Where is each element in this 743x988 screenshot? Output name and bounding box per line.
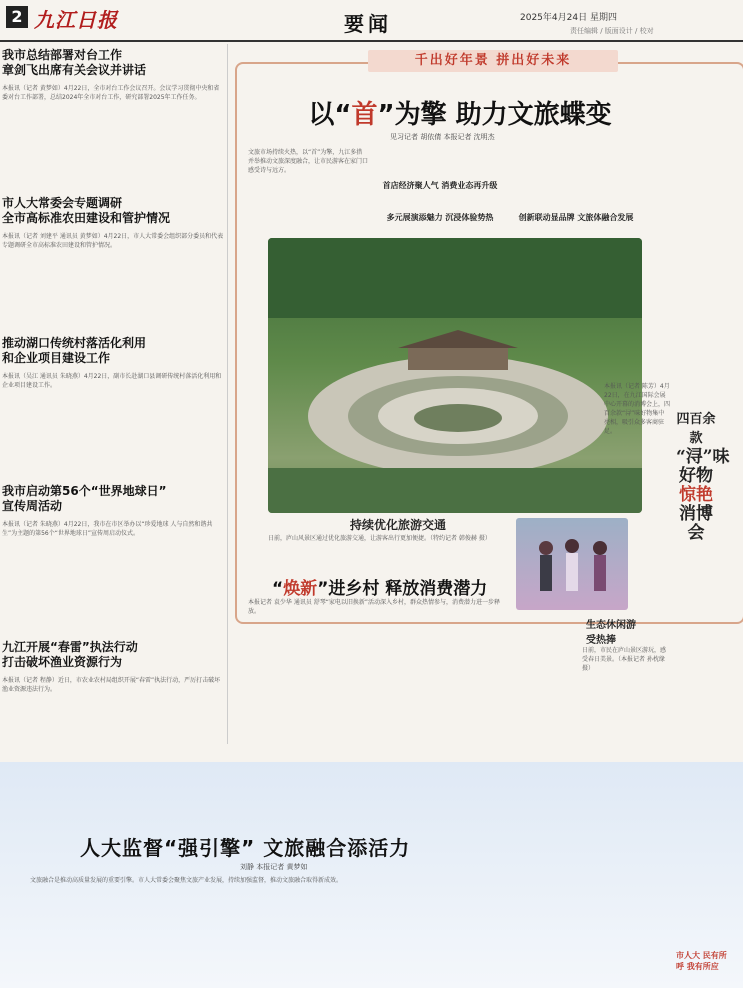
article-body: [2, 232, 224, 304]
title-part: “: [272, 579, 284, 599]
section2-body: [248, 598, 510, 622]
paper-name: 九江日报: [34, 8, 118, 32]
article-body: [2, 520, 224, 602]
article-title: 九江开展“春雷”执法行动 打击破坏渔业资源行为: [2, 640, 138, 669]
title-highlight: 焕新: [283, 579, 318, 599]
article-byline: 本报讯（吴江 通讯员 朱晓燕）: [2, 373, 84, 380]
article-byline: 本报记者 袁少华 通讯员 舒琴: [248, 599, 326, 606]
scenic-area-illustration: [268, 238, 642, 513]
article-title: 我市总结部署对台工作 章剑飞出席有关会议并讲话: [2, 48, 147, 77]
article-byline: 本报讯（记者 陈芳）: [604, 383, 660, 390]
editor-line: 责任编辑 / 版面设计 / 校对: [570, 27, 654, 35]
title-highlight: 首: [351, 100, 378, 130]
eco-body: 日前，市民在庐山景区游玩，感受春日美景。（本报记者 孙枕缘 摄）: [582, 647, 667, 672]
photo-title: 持续优化旅游交通: [349, 518, 446, 532]
title-part: ”进乡村 释放消费潜力: [317, 579, 488, 599]
masthead: [0, 0, 743, 42]
article-body: [2, 676, 224, 748]
left-column: [0, 44, 228, 744]
article-4: [2, 484, 224, 602]
article-text: 4月22日，我市在市区举办以“珍爱地球 人与自然和谐共生”为主题的第56个“世界地球日”宣传周启动仪式。: [2, 521, 213, 537]
article-byline: 本报讯（记者 刘建平 通讯员 黄梦如）: [2, 233, 104, 240]
article-byline: 本报讯（记者 黄梦如）: [2, 85, 64, 92]
title-part: 以“: [308, 100, 352, 130]
subhead-2: 多元展演添魅力 沉浸体验势热: [386, 213, 494, 222]
date-line: 2025年4月24日 星期四: [520, 13, 617, 23]
title-part: 四百余款: [676, 412, 716, 446]
lower-byline: 刘静 本报记者 黄梦如: [240, 863, 308, 871]
subhead-3: 创新联动显品牌 文旅体融合发展: [518, 213, 634, 222]
article-text: “家电以旧换新”活动深入乡村，群众热情参与，消费潜力进一步释放。: [248, 599, 500, 615]
lower-body: 文旅融合是推动高质量发展的重要引擎。市人大常委会聚焦文旅产业发展，持续加强监督，推动文旅融合取得新成效。: [30, 877, 343, 884]
article-body: [2, 372, 224, 454]
article-text: 4月22日，全市对台工作会议召开。会议学习贯彻中央和省委对台工作部署，总结2024年全市对台工作，研究部署2025年工作任务。: [2, 85, 220, 101]
title-part: ”为擎 助力文旅蝶变: [377, 100, 612, 130]
feature-byline: 见习记者 胡依倩 本报记者 沈明杰: [390, 133, 495, 141]
article-text: 4月22日，副市长赴湖口县调研传统村落活化利用和企业项目建设工作。: [2, 373, 222, 389]
article-title: 市人大常委会专题调研 全市高标准农田建设和管护情况: [2, 196, 171, 225]
feature-lede: 文旅市场持续火热，以“首”为擎，九江多措并举推动文旅深度融合，让市民游客在家门口感受诗与远方。: [248, 149, 368, 174]
article-title: 我市启动第56个“世界地球日” 宣传周活动: [2, 484, 167, 513]
vertical-body: [604, 382, 670, 622]
article-2: [2, 196, 224, 304]
lower-title: 人大监督“强引擎” 文旅融合添活力: [80, 836, 411, 860]
article-byline: 本报讯（记者 朱晓燕）: [2, 521, 64, 528]
article-text: 近日，市农业农村局组织开展“春雷”执法行动，严厉打击破坏渔业资源违法行为。: [2, 677, 221, 693]
article-byline: 本报讯（记者 程静）: [2, 677, 58, 684]
column-logo: 市人大 民有所呼 我有所应: [676, 951, 727, 971]
feature-title: [270, 94, 650, 131]
title-part: “浔”味好物: [676, 447, 730, 486]
article-5: [2, 640, 224, 748]
article-text: 4月22日，在九江国际会展中心开幕的消博会上，四百余款“浔”味好物集中亮相，吸引众多客商驻足。: [604, 383, 670, 435]
title-highlight: 惊艳: [679, 485, 713, 505]
article-text: 4月22日，市人大常委会组织部分委员和代表专题调研全市高标准农田建设和管护情况。: [2, 233, 224, 249]
title-part: 消博会: [679, 504, 713, 543]
article-3: [2, 336, 224, 454]
eco-title: 生态休闲游 受热捧: [586, 620, 636, 646]
main-photo: [268, 238, 642, 513]
article-1: [2, 48, 224, 156]
section-name: 要闻: [344, 12, 392, 36]
page-number: 2: [6, 6, 28, 28]
vertical-title: [676, 410, 730, 543]
subhead-1: 首店经济聚人气 消费业态再升级: [382, 181, 498, 190]
slogan-banner: 千出好年景 拼出好未来: [368, 50, 618, 72]
article-title: 推动湖口传统村落活化利用 和企业项目建设工作: [2, 336, 147, 365]
section2-title: [272, 574, 487, 599]
article-body: [2, 84, 224, 156]
photo-caption: 日前，庐山风景区通过优化旅游交通，让游客出行更加便捷。（特约记者 韩俊赫 摄）: [268, 535, 491, 542]
